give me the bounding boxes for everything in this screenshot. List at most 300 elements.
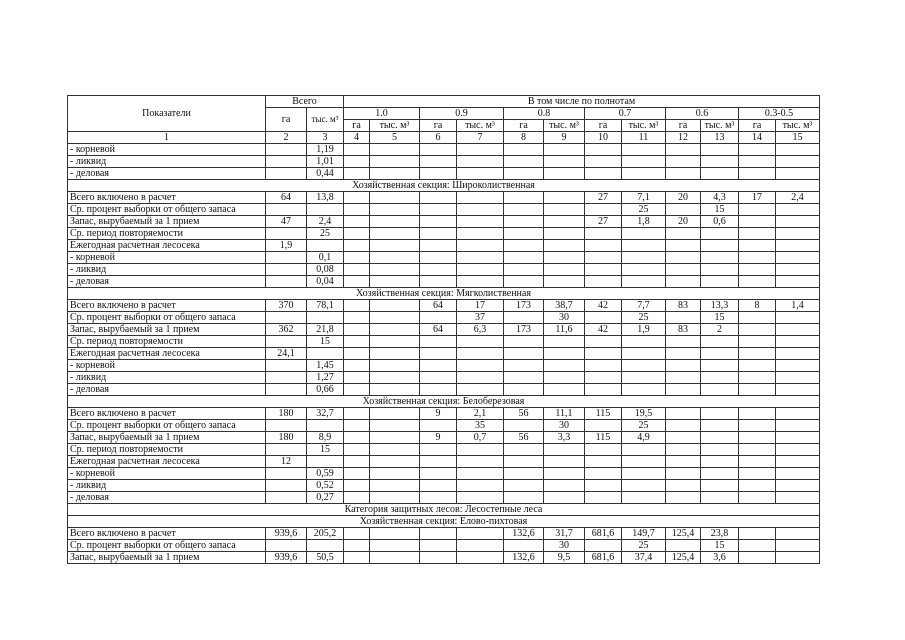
table-cell — [585, 540, 622, 552]
table-cell: 37,4 — [622, 552, 666, 564]
table-cell — [739, 204, 776, 216]
table-cell — [457, 336, 504, 348]
table-cell — [420, 276, 457, 288]
table-cell: 1,19 — [307, 144, 344, 156]
table-cell — [666, 228, 701, 240]
table-cell — [666, 348, 701, 360]
table-row — [68, 240, 820, 252]
table-cell — [585, 468, 622, 480]
table-cell — [344, 336, 370, 348]
table-cell — [776, 168, 820, 180]
table-cell — [307, 348, 344, 360]
row-label: Запас, вырубаемый за 1 прием — [68, 552, 266, 564]
table-cell: 2,4 — [776, 192, 820, 204]
table-cell — [307, 456, 344, 468]
table-cell — [420, 528, 457, 540]
table-cell — [344, 492, 370, 504]
table-cell: 0,52 — [307, 480, 344, 492]
table-cell — [420, 552, 457, 564]
table-cell: 64 — [266, 192, 307, 204]
table-cell — [622, 360, 666, 372]
table-cell: 12 — [266, 456, 307, 468]
table-cell — [370, 432, 420, 444]
table-cell — [420, 252, 457, 264]
table-cell — [544, 156, 585, 168]
table-cell — [344, 408, 370, 420]
table-cell — [370, 384, 420, 396]
table-cell — [420, 240, 457, 252]
table-cell — [266, 492, 307, 504]
table-cell — [544, 216, 585, 228]
table-cell — [622, 492, 666, 504]
table-cell — [739, 468, 776, 480]
table-cell — [504, 468, 544, 480]
table-cell — [776, 420, 820, 432]
table-cell: 132,6 — [504, 528, 544, 540]
table-cell — [266, 276, 307, 288]
table-cell: 11,1 — [544, 408, 585, 420]
table-cell: 0,04 — [307, 276, 344, 288]
table-cell: 25 — [622, 312, 666, 324]
table-cell — [370, 312, 420, 324]
table-cell: 20 — [666, 216, 701, 228]
density-0-6-header: 0.6 — [666, 108, 739, 120]
table-cell — [420, 204, 457, 216]
table-cell: 1,9 — [622, 324, 666, 336]
table-row — [68, 228, 820, 240]
table-cell — [701, 420, 739, 432]
table-cell: 64 — [420, 300, 457, 312]
row-label: Ежегодная расчетная лесосека — [68, 456, 266, 468]
table-cell — [544, 468, 585, 480]
table-cell — [504, 240, 544, 252]
table-row — [68, 540, 820, 552]
table-row — [68, 432, 820, 444]
table-cell — [370, 144, 420, 156]
table-cell — [457, 540, 504, 552]
table-cell — [622, 372, 666, 384]
total-volume-header: тыс. м³ — [307, 108, 344, 132]
table-cell — [776, 552, 820, 564]
unit-volume: тыс. м³ — [776, 120, 820, 132]
table-cell — [622, 276, 666, 288]
table-cell: 6,3 — [457, 324, 504, 336]
table-cell: 23,8 — [701, 528, 739, 540]
table-cell — [701, 156, 739, 168]
unit-ha: га — [739, 120, 776, 132]
unit-ha: га — [344, 120, 370, 132]
table-cell — [420, 420, 457, 432]
table-cell — [370, 456, 420, 468]
table-cell — [622, 468, 666, 480]
table-cell — [739, 216, 776, 228]
table-cell: 31,7 — [544, 528, 585, 540]
table-cell — [266, 168, 307, 180]
table-cell — [457, 480, 504, 492]
table-row — [68, 468, 820, 480]
table-cell: 25 — [622, 540, 666, 552]
table-cell — [739, 360, 776, 372]
row-label: Ср. процент выборки от общего запаса — [68, 204, 266, 216]
table-cell: 681,6 — [585, 528, 622, 540]
table-cell — [585, 240, 622, 252]
table-row — [68, 372, 820, 384]
unit-ha: га — [585, 120, 622, 132]
table-cell — [544, 252, 585, 264]
table-cell: 30 — [544, 540, 585, 552]
table-cell — [544, 204, 585, 216]
table-cell — [666, 444, 701, 456]
table-cell — [504, 348, 544, 360]
table-cell — [776, 216, 820, 228]
table-cell — [420, 156, 457, 168]
unit-volume: тыс. м³ — [622, 120, 666, 132]
table-cell — [544, 144, 585, 156]
table-cell: 2,4 — [307, 216, 344, 228]
table-cell: 205,2 — [307, 528, 344, 540]
table-cell — [585, 156, 622, 168]
table-cell — [701, 348, 739, 360]
table-cell — [370, 252, 420, 264]
table-cell — [370, 480, 420, 492]
row-label: - деловая — [68, 384, 266, 396]
table-cell — [504, 228, 544, 240]
column-number: 7 — [457, 132, 504, 144]
table-cell — [266, 336, 307, 348]
table-cell — [370, 420, 420, 432]
table-cell — [739, 276, 776, 288]
table-cell: 180 — [266, 432, 307, 444]
table-cell — [266, 360, 307, 372]
table-cell — [701, 444, 739, 456]
table-cell: 4,3 — [701, 192, 739, 204]
table-cell — [344, 252, 370, 264]
table-cell: 13,8 — [307, 192, 344, 204]
table-cell: 27 — [585, 216, 622, 228]
table-cell: 37 — [457, 312, 504, 324]
table-cell — [504, 252, 544, 264]
table-cell — [544, 360, 585, 372]
table-cell: 3,3 — [544, 432, 585, 444]
table-cell — [420, 360, 457, 372]
table-cell — [666, 360, 701, 372]
table-cell — [420, 312, 457, 324]
table-cell — [504, 456, 544, 468]
table-cell — [666, 468, 701, 480]
table-cell — [307, 420, 344, 432]
table-cell — [585, 492, 622, 504]
table-row — [68, 420, 820, 432]
table-cell — [666, 372, 701, 384]
table-cell — [266, 228, 307, 240]
table-cell: 64 — [420, 324, 457, 336]
table-cell — [504, 336, 544, 348]
table-cell — [701, 456, 739, 468]
table-cell — [666, 540, 701, 552]
table-cell: 1,45 — [307, 360, 344, 372]
table-cell — [457, 348, 504, 360]
column-number: 15 — [776, 132, 820, 144]
unit-ha: га — [420, 120, 457, 132]
table-cell: 17 — [739, 192, 776, 204]
table-cell — [344, 420, 370, 432]
table-cell: 78,1 — [307, 300, 344, 312]
table-cell: 25 — [622, 204, 666, 216]
table-cell: 115 — [585, 408, 622, 420]
row-label: Ежегодная расчетная лесосека — [68, 348, 266, 360]
table-cell — [457, 276, 504, 288]
table-cell — [344, 360, 370, 372]
table-cell — [585, 360, 622, 372]
table-cell — [420, 444, 457, 456]
table-cell — [344, 456, 370, 468]
table-cell — [739, 384, 776, 396]
section-title: Хозяйственная секция: Елово-пихтовая — [68, 516, 820, 528]
table-cell: 21,8 — [307, 324, 344, 336]
table-row — [68, 300, 820, 312]
section-row — [68, 180, 820, 192]
table-cell — [622, 240, 666, 252]
row-label: Всего включено в расчет — [68, 192, 266, 204]
table-cell — [370, 492, 420, 504]
table-cell — [739, 444, 776, 456]
table-cell — [266, 312, 307, 324]
table-cell — [370, 216, 420, 228]
table-cell — [776, 336, 820, 348]
table-cell — [666, 252, 701, 264]
table-cell — [420, 216, 457, 228]
table-cell — [739, 156, 776, 168]
table-cell — [544, 168, 585, 180]
row-label: Запас, вырубаемый за 1 прием — [68, 216, 266, 228]
table-cell — [344, 300, 370, 312]
column-number: 9 — [544, 132, 585, 144]
table-cell — [544, 384, 585, 396]
table-cell: 0,59 — [307, 468, 344, 480]
table-cell — [344, 480, 370, 492]
table-cell — [739, 240, 776, 252]
table-cell: 19,5 — [622, 408, 666, 420]
table-cell — [585, 264, 622, 276]
table-cell — [739, 372, 776, 384]
table-cell — [457, 228, 504, 240]
table-cell — [420, 192, 457, 204]
table-cell — [457, 144, 504, 156]
table-cell: 125,4 — [666, 552, 701, 564]
column-number: 14 — [739, 132, 776, 144]
table-cell — [739, 432, 776, 444]
table-cell — [504, 144, 544, 156]
table-cell — [307, 240, 344, 252]
table-row — [68, 144, 820, 156]
table-cell — [307, 312, 344, 324]
table-cell — [420, 468, 457, 480]
table-cell — [457, 444, 504, 456]
table-cell — [504, 168, 544, 180]
column-number: 2 — [266, 132, 307, 144]
table-cell — [776, 468, 820, 480]
forest-cutting-table — [67, 95, 820, 564]
table-cell — [585, 348, 622, 360]
table-cell — [370, 264, 420, 276]
table-cell — [457, 168, 504, 180]
table-cell — [739, 168, 776, 180]
table-cell — [739, 324, 776, 336]
table-cell — [420, 540, 457, 552]
table-cell — [701, 144, 739, 156]
table-row — [68, 192, 820, 204]
table-cell — [776, 456, 820, 468]
table-row — [68, 216, 820, 228]
column-number: 5 — [370, 132, 420, 144]
column-number: 1 — [68, 132, 266, 144]
row-label: Всего включено в расчет — [68, 408, 266, 420]
table-cell — [776, 156, 820, 168]
table-cell — [622, 456, 666, 468]
table-cell — [622, 264, 666, 276]
table-cell — [457, 360, 504, 372]
table-cell — [701, 408, 739, 420]
table-cell: 15 — [701, 204, 739, 216]
table-row — [68, 528, 820, 540]
table-cell — [266, 372, 307, 384]
table-cell: 2,1 — [457, 408, 504, 420]
table-cell — [457, 192, 504, 204]
table-cell: 32,7 — [307, 408, 344, 420]
table-cell: 1,8 — [622, 216, 666, 228]
table-row — [68, 252, 820, 264]
table-cell — [666, 264, 701, 276]
table-cell — [420, 228, 457, 240]
table-cell — [457, 384, 504, 396]
row-label: - ликвид — [68, 480, 266, 492]
table-cell — [585, 420, 622, 432]
table-cell — [776, 444, 820, 456]
row-label: - корневой — [68, 144, 266, 156]
row-label: - корневой — [68, 252, 266, 264]
table-cell — [370, 240, 420, 252]
table-cell — [266, 420, 307, 432]
unit-volume: тыс. м³ — [457, 120, 504, 132]
table-cell — [739, 228, 776, 240]
table-cell — [344, 144, 370, 156]
table-cell — [776, 204, 820, 216]
table-cell — [420, 492, 457, 504]
table-cell — [344, 468, 370, 480]
table-cell: 0,7 — [457, 432, 504, 444]
table-cell — [457, 468, 504, 480]
table-cell — [504, 192, 544, 204]
table-cell: 42 — [585, 300, 622, 312]
table-cell — [544, 228, 585, 240]
table-cell — [544, 480, 585, 492]
table-cell — [585, 384, 622, 396]
row-label: Ср. процент выборки от общего запаса — [68, 540, 266, 552]
table-cell — [344, 552, 370, 564]
table-cell — [666, 168, 701, 180]
table-cell — [370, 168, 420, 180]
table-cell: 15 — [701, 540, 739, 552]
table-cell — [585, 372, 622, 384]
table-cell — [585, 480, 622, 492]
table-body — [68, 96, 820, 564]
table-cell — [544, 240, 585, 252]
table-cell — [420, 144, 457, 156]
table-cell — [776, 528, 820, 540]
table-cell — [666, 408, 701, 420]
table-cell — [370, 192, 420, 204]
table-cell — [776, 384, 820, 396]
table-cell — [420, 264, 457, 276]
table-row — [68, 168, 820, 180]
table-cell — [739, 312, 776, 324]
table-cell: 2 — [701, 324, 739, 336]
table-cell — [622, 348, 666, 360]
table-row — [68, 264, 820, 276]
table-cell — [504, 384, 544, 396]
table-cell — [370, 228, 420, 240]
row-label: Всего включено в расчет — [68, 528, 266, 540]
table-cell: 25 — [307, 228, 344, 240]
table-row — [68, 552, 820, 564]
table-cell — [585, 144, 622, 156]
table-row — [68, 204, 820, 216]
table-cell: 681,6 — [585, 552, 622, 564]
table-cell — [739, 252, 776, 264]
table-cell — [457, 492, 504, 504]
table-cell: 939,6 — [266, 552, 307, 564]
table-cell — [370, 408, 420, 420]
section-title: Категория защитных лесов: Лесостепные леса — [68, 504, 820, 516]
table-cell — [307, 204, 344, 216]
table-cell — [701, 432, 739, 444]
unit-volume: тыс. м³ — [701, 120, 739, 132]
table-cell: 11,6 — [544, 324, 585, 336]
table-cell — [776, 372, 820, 384]
table-cell — [776, 312, 820, 324]
table-cell: 47 — [266, 216, 307, 228]
table-cell — [666, 336, 701, 348]
table-cell: 180 — [266, 408, 307, 420]
table-cell — [701, 360, 739, 372]
table-cell: 15 — [307, 336, 344, 348]
table-row — [68, 156, 820, 168]
section-title: Хозяйственная секция: Белоберезовая — [68, 396, 820, 408]
by-density-header: В том числе по полнотам — [344, 96, 820, 108]
row-label: Ср. период повторяемости — [68, 336, 266, 348]
table-cell — [585, 252, 622, 264]
row-label: - деловая — [68, 492, 266, 504]
table-cell — [344, 444, 370, 456]
table-cell — [585, 336, 622, 348]
table-cell — [776, 408, 820, 420]
table-cell: 0,44 — [307, 168, 344, 180]
table-cell: 30 — [544, 420, 585, 432]
table-cell — [504, 156, 544, 168]
table-cell — [776, 144, 820, 156]
table-cell — [344, 528, 370, 540]
table-cell — [344, 372, 370, 384]
table-row — [68, 480, 820, 492]
table-cell — [739, 492, 776, 504]
section-title: Хозяйственная секция: Мягколиственная — [68, 288, 820, 300]
table-cell — [457, 372, 504, 384]
table-cell — [370, 156, 420, 168]
table-cell — [457, 216, 504, 228]
table-cell — [544, 492, 585, 504]
table-cell — [420, 480, 457, 492]
table-cell — [370, 276, 420, 288]
